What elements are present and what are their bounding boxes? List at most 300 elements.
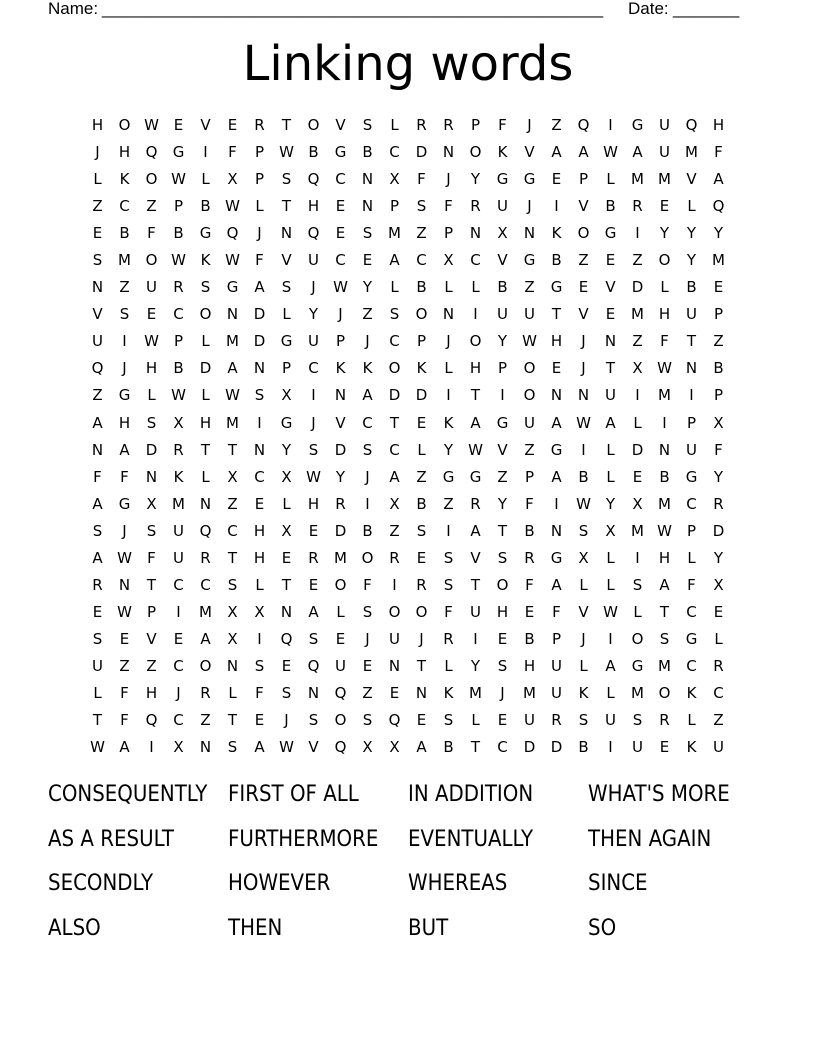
grid-letter: Z [362,683,373,702]
grid-letter: M [199,602,212,621]
grid-letter: V [92,305,103,324]
grid-letter: S [443,548,454,567]
grid-letter: B [578,467,589,486]
grid-letter: G [226,278,239,297]
grid-letter: X [632,494,643,513]
grid-letter: U [308,332,319,351]
grid-letter: D [334,440,347,459]
grid-letter: Z [632,251,643,270]
grid-letter: I [500,386,505,405]
grid-letter: M [658,386,671,405]
grid-letter: R [416,116,427,134]
grid-letter: T [416,656,427,675]
grid-letter: A [254,278,265,297]
grid-letter: H [469,359,482,378]
grid-letter: I [662,413,667,432]
grid-letter: M [658,170,671,189]
grid-letter: F [444,197,453,216]
word-bank-item: SO [588,916,617,942]
grid-letter: S [362,602,373,621]
word-bank-item: FURTHERMORE [228,826,379,852]
grid-letter: P [470,116,481,134]
grid-letter: D [523,738,536,757]
grid-letter: X [281,467,292,486]
grid-letter: R [308,548,319,567]
grid-letter: X [497,224,508,243]
grid-letter: Z [119,656,130,675]
grid-letter: T [227,711,238,730]
grid-letter: Z [362,305,373,324]
grid-letter: N [253,359,266,378]
grid-letter: Z [389,521,400,540]
grid-letter: X [227,170,238,189]
grid-letter: J [284,711,289,730]
grid-letter: L [606,683,615,702]
grid-letter: O [415,602,428,621]
grid-letter: D [712,521,725,540]
grid-letter: L [606,170,615,189]
grid-letter: S [632,575,643,594]
grid-letter: B [578,738,589,757]
grid-letter: W [225,197,240,216]
grid-letter: M [685,143,698,162]
grid-letter: O [496,575,509,594]
grid-letter: U [470,602,481,621]
grid-letter: L [336,602,345,621]
grid-letter: O [469,332,482,351]
grid-letter: W [225,386,240,405]
grid-letter: J [500,683,505,702]
grid-letter: R [524,548,535,567]
grid-letter: P [686,413,697,432]
grid-letter: V [470,548,481,567]
grid-letter: R [713,494,724,513]
grid-letter: U [308,251,319,270]
grid-letter: B [362,143,373,162]
grid-letter: L [606,467,615,486]
grid-letter: M [631,305,644,324]
grid-letter: G [496,170,509,189]
grid-letter: H [307,494,320,513]
grid-letter: W [306,467,321,486]
grid-letter: E [416,548,427,567]
grid-letter: I [554,197,559,216]
grid-letter: P [389,197,400,216]
grid-letter: C [227,521,238,540]
grid-letter: R [200,548,211,567]
grid-letter: G [172,143,185,162]
grid-letter: U [524,305,535,324]
grid-letter: N [442,305,455,324]
grid-letter: B [524,629,535,648]
grid-letter: I [392,575,397,594]
grid-letter: S [497,548,508,567]
grid-letter: K [173,467,184,486]
grid-letter: U [551,683,562,702]
grid-letter: Z [416,467,427,486]
grid-letter: A [551,413,562,432]
grid-letter: E [416,413,427,432]
grid-letter: H [658,548,671,567]
grid-letter: K [551,224,562,243]
grid-letter: T [659,602,670,621]
grid-letter: S [92,521,103,540]
grid-letter: W [603,143,618,162]
grid-letter: Y [281,440,292,459]
grid-letter: S [146,521,157,540]
grid-letter: Z [416,224,427,243]
grid-letter: O [523,386,536,405]
grid-letter: V [335,413,346,432]
grid-letter: M [631,170,644,189]
grid-letter: P [524,467,535,486]
grid-letter: K [335,359,346,378]
grid-letter: W [603,602,618,621]
grid-letter: M [334,548,347,567]
grid-letter: E [578,278,589,297]
grid-letter: I [635,224,640,243]
grid-letter: Y [335,467,346,486]
grid-letter: E [281,656,292,675]
grid-letter: P [254,170,265,189]
grid-letter: K [686,683,697,702]
grid-letter: A [92,548,103,567]
grid-letter: E [605,305,616,324]
grid-letter: G [604,224,617,243]
grid-letter: G [523,251,536,270]
grid-letter: K [497,143,508,162]
grid-letter: E [497,629,508,648]
grid-letter: A [416,738,427,757]
grid-letter: A [119,440,130,459]
grid-letter: I [311,386,316,405]
grid-letter: U [497,197,508,216]
grid-letter: A [605,656,616,675]
grid-letter: C [173,575,184,594]
grid-letter: Y [470,656,481,675]
grid-letter: E [389,683,400,702]
grid-letter: J [527,197,532,216]
grid-letter: I [581,440,586,459]
grid-letter: N [199,494,212,513]
grid-letter: I [635,548,640,567]
word-bank-item: SINCE [588,871,648,897]
grid-letter: X [362,738,373,757]
grid-letter: N [658,440,671,459]
grid-letter: R [254,116,265,134]
grid-letter: O [388,359,401,378]
grid-letter: B [200,197,211,216]
grid-letter: N [334,386,347,405]
grid-letter: F [363,575,372,594]
grid-letter: O [361,548,374,567]
grid-letter: E [254,494,265,513]
grid-letter: S [146,413,157,432]
word-bank-item: IN ADDITION [408,782,534,807]
letter-grid [84,112,732,761]
grid-letter: M [631,683,644,702]
grid-letter: Y [713,467,724,486]
grid-letter: L [606,575,615,594]
grid-letter: I [149,738,154,757]
grid-letter: D [388,386,401,405]
grid-letter: P [173,332,184,351]
grid-letter: P [335,332,346,351]
grid-letter: A [92,494,103,513]
grid-letter: X [281,521,292,540]
grid-letter: V [524,143,535,162]
grid-letter: C [686,494,697,513]
grid-letter: A [605,413,616,432]
grid-letter: U [389,629,400,648]
grid-letter: S [416,197,427,216]
grid-letter: I [608,116,613,134]
grid-letter: I [122,332,127,351]
grid-letter: K [416,359,427,378]
grid-letter: O [199,305,212,324]
grid-letter: T [470,738,481,757]
grid-letter: N [523,224,536,243]
grid-letter: Q [334,683,347,702]
grid-letter: X [713,575,724,594]
grid-letter: K [686,738,697,757]
word-bank-item: WHAT'S MORE [588,782,730,807]
grid-letter: N [577,386,590,405]
grid-letter: H [658,305,671,324]
grid-letter: L [147,386,156,405]
grid-letter: D [415,143,428,162]
grid-letter: V [605,278,616,297]
grid-letter: I [608,629,613,648]
grid-letter: Z [443,494,454,513]
word-bank-item: AS A RESULT [48,826,174,852]
grid-letter: G [550,278,563,297]
name-label: Name: [48,0,99,18]
grid-letter: L [660,278,669,297]
grid-letter: P [173,197,184,216]
grid-letter: E [173,629,184,648]
grid-letter: Z [713,332,724,351]
grid-letter: E [173,116,184,134]
grid-letter: Q [334,738,347,757]
grid-letter: E [254,711,265,730]
grid-letter: L [471,278,480,297]
grid-letter: I [257,413,262,432]
grid-letter: Q [307,224,320,243]
grid-letter: W [171,170,186,189]
grid-letter: R [659,711,670,730]
grid-letter: F [120,683,129,702]
grid-letter: P [578,170,589,189]
grid-letter: V [200,116,211,134]
grid-letter: I [176,602,181,621]
grid-letter: N [469,224,482,243]
grid-letter: A [578,143,589,162]
grid-letter: M [469,683,482,702]
grid-letter: Z [200,711,211,730]
grid-letter: M [658,656,671,675]
grid-letter: K [578,683,589,702]
grid-letter: Q [91,359,104,378]
grid-letter: T [227,548,238,567]
grid-letter: F [660,332,669,351]
grid-letter: S [578,521,589,540]
grid-letter: W [90,738,105,757]
grid-letter: Z [92,197,103,216]
grid-letter: W [576,494,591,513]
grid-letter: S [362,224,373,243]
grid-letter: O [415,305,428,324]
grid-letter: W [171,386,186,405]
grid-letter: N [280,602,293,621]
grid-letter: R [389,548,400,567]
grid-letter: Q [307,656,320,675]
name-blank: _____________________________________________________ [102,0,604,18]
grid-letter: C [173,656,184,675]
grid-letter: N [361,197,374,216]
grid-letter: B [551,251,562,270]
grid-letter: O [523,359,536,378]
grid-letter: Z [524,440,535,459]
grid-letter: N [361,170,374,189]
grid-letter: C [497,738,508,757]
grid-letter: F [525,575,534,594]
grid-letter: C [686,602,697,621]
grid-letter: L [255,197,264,216]
grid-letter: J [581,629,586,648]
grid-letter: N [604,332,617,351]
grid-letter: Q [307,170,320,189]
grid-letter: R [173,278,184,297]
grid-letter: N [388,656,401,675]
grid-letter: W [171,251,186,270]
grid-letter: S [497,656,508,675]
grid-letter: E [713,602,724,621]
grid-letter: T [281,575,292,594]
grid-letter: T [200,440,211,459]
grid-letter: A [308,602,319,621]
grid-letter: J [446,332,451,351]
grid-letter: T [497,521,508,540]
grid-letter: H [145,359,158,378]
grid-letter: E [416,711,427,730]
grid-letter: E [308,521,319,540]
grid-letter: F [228,143,237,162]
grid-letter: C [335,251,346,270]
grid-letter: G [469,467,482,486]
grid-letter: E [524,602,535,621]
grid-letter: U [605,386,616,405]
grid-letter: R [200,683,211,702]
grid-letter: J [365,332,370,351]
grid-letter: L [201,386,210,405]
grid-letter: E [362,251,373,270]
grid-letter: T [605,359,616,378]
grid-letter: F [120,711,129,730]
grid-letter: N [118,575,131,594]
grid-letter: T [281,197,292,216]
grid-letter: Z [146,197,157,216]
worksheet-header [48,0,768,20]
grid-letter: P [713,386,724,405]
grid-letter: C [173,305,184,324]
grid-letter: P [443,224,454,243]
grid-letter: C [713,683,724,702]
grid-letter: Y [470,170,481,189]
grid-letter: D [631,278,644,297]
grid-letter: C [470,251,481,270]
grid-letter: Z [551,116,562,134]
grid-letter: L [255,575,264,594]
grid-letter: O [469,143,482,162]
grid-letter: N [415,683,428,702]
word-bank-item: FIRST OF ALL [228,782,359,807]
grid-letter: Q [712,197,725,216]
grid-letter: H [253,548,266,567]
grid-letter: G [631,116,644,134]
grid-letter: A [254,738,265,757]
grid-letter: M [172,494,185,513]
grid-letter: Y [686,251,697,270]
grid-letter: N [442,143,455,162]
grid-letter: L [687,711,696,730]
grid-letter: C [119,197,130,216]
grid-letter: U [173,521,184,540]
grid-letter: H [496,602,509,621]
grid-letter: U [92,332,103,351]
grid-letter: Q [388,711,401,730]
grid-letter: D [334,521,347,540]
grid-letter: A [713,170,724,189]
grid-letter: E [335,629,346,648]
grid-letter: H [523,656,536,675]
grid-letter: C [173,711,184,730]
grid-letter: D [199,359,212,378]
grid-letter: U [686,440,697,459]
grid-letter: N [226,305,239,324]
grid-letter: A [659,575,670,594]
grid-letter: X [173,413,184,432]
grid-letter: A [470,521,481,540]
grid-letter: S [119,305,130,324]
grid-letter: I [689,386,694,405]
grid-letter: A [227,359,238,378]
grid-letter: L [228,683,237,702]
grid-letter: T [92,711,103,730]
grid-letter: G [334,143,347,162]
grid-letter: V [335,116,346,134]
grid-letter: E [119,629,130,648]
grid-letter: K [200,251,211,270]
grid-letter: H [307,197,320,216]
grid-letter: L [579,656,588,675]
grid-letter: A [551,467,562,486]
grid-letter: C [389,143,400,162]
grid-letter: O [388,602,401,621]
grid-letter: D [145,440,158,459]
grid-letter: L [579,575,588,594]
grid-letter: Q [145,711,158,730]
grid-letter: V [497,251,508,270]
grid-letter: N [280,224,293,243]
grid-letter: G [280,413,293,432]
grid-letter: S [281,170,292,189]
grid-letter: X [389,170,400,189]
grid-letter: B [119,224,130,243]
grid-letter: R [632,197,643,216]
grid-letter: U [524,711,535,730]
grid-letter: G [550,440,563,459]
